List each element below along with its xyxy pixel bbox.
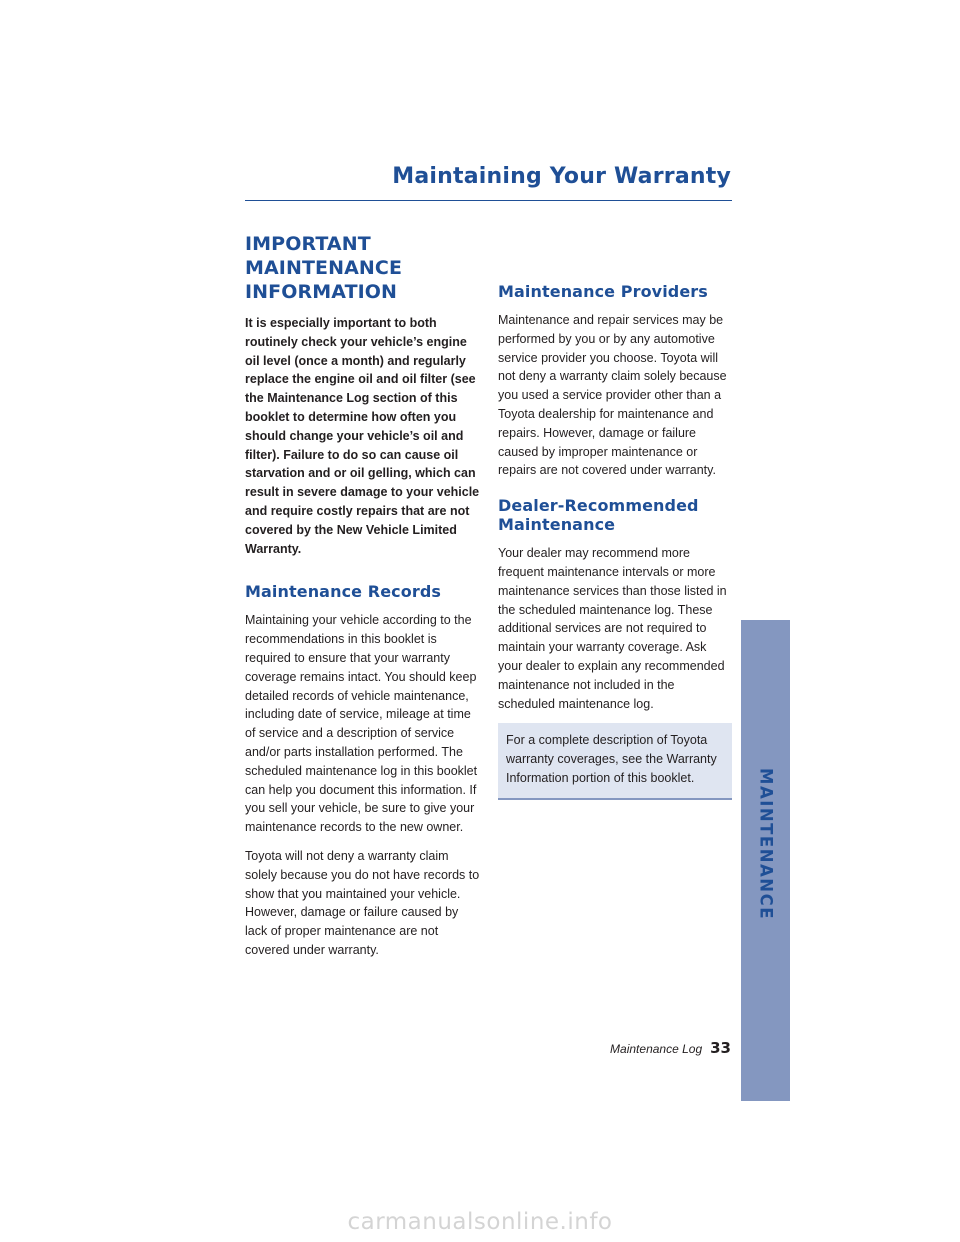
page-footer: [610, 1039, 731, 1058]
section-side-tab: [741, 620, 790, 1101]
page-title: Maintaining Your Warranty: [392, 164, 731, 189]
dealer-recommended-paragraph: Your dealer may recommend more frequent maintenance intervals or more maintenance services than those listed in the scheduled maintenance log. These additional services are not required to maintain your warranty coverage. Ask your dealer to explain any recommended maintenance not included in the scheduled maintenance log.: [498, 546, 727, 711]
dealer-recommended-heading: Dealer-Recommended Maintenance: [498, 496, 699, 535]
important-maintenance-paragraph: It is especially important to both routinely check your vehicle’s engine oil level (once a month) and regularly replace the engine oil and oil filter (see the Maintenance Log section of this booklet to determine how often you should change your vehicle’s oil and filter). Failure to do so can cause oil starvation and or oil gelling, which can result in severe damage to your vehicle and require costly repairs that are not covered by the New Vehicle Limited Warranty.: [245, 316, 480, 556]
warranty-note-box: [498, 723, 732, 799]
left-column: [245, 232, 483, 970]
footer-section-label: Maintenance Log: [610, 1042, 703, 1056]
important-maintenance-heading: IMPORTANT MAINTENANCE INFORMATION: [245, 233, 403, 303]
title-divider: [245, 200, 732, 201]
watermark-text: carmanualsonline.info: [347, 1209, 613, 1235]
side-tab-label: MAINTENANCE: [756, 768, 775, 920]
maintenance-records-paragraph-2: Toyota will not deny a warranty claim solely because you do not have records to show that you maintained your vehicle. However, damage or failure caused by lack of proper maintenance are not covered under warranty.: [245, 848, 480, 957]
maintenance-providers-heading: Maintenance Providers: [498, 282, 708, 301]
maintenance-records-heading: Maintenance Records: [245, 582, 441, 602]
maintenance-providers-paragraph: Maintenance and repair services may be performed by you or by any automotive service provider you choose. Toyota will not deny a warranty claim solely because you used a service provider other than a Toyota dealership for maintenance and repairs. However, damage or failure caused by improper maintenance or repairs are not covered under warranty.: [498, 313, 727, 478]
warranty-note-text: For a complete description of Toyota warranty coverages, see the Warranty Information portion of this booklet.: [506, 733, 717, 785]
right-column: [498, 282, 732, 800]
page-number: 33: [710, 1039, 731, 1057]
maintenance-records-paragraph-1: Maintaining your vehicle according to the recommendations in this booklet is required to ensure that your warranty coverage remains intact. You should keep detailed records of vehicle maintenance, including date of service, mileage at time of service and a description of service and/or parts installation performed. The scheduled maintenance log in this booklet can help you document this information. If you sell your vehicle, be sure to give your maintenance records to the new owner.: [245, 613, 478, 835]
